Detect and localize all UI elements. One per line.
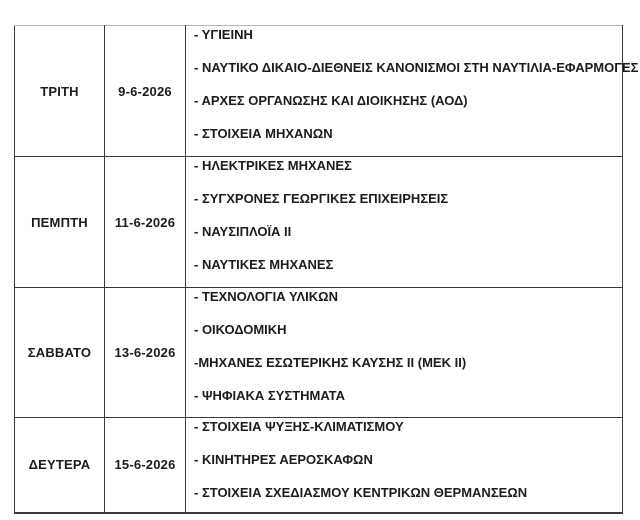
subject-line: - ΗΛΕΚΤΡΙΚΕΣ ΜΗΧΑΝΕΣ [194,158,352,173]
subjects-cell [186,26,639,157]
subject-line: - ΥΓΙΕΙΝΗ [194,27,253,42]
subjects-cell [186,288,623,418]
day-cell: ΤΡΙΤΗ [15,26,105,157]
subject-line: - ΨΗΦΙΑΚΑ ΣΥΣΤΗΜΑΤΑ [194,388,346,403]
subject-line: - ΣΤΟΙΧΕΙΑ ΨΥΞΗΣ-ΚΛΙΜΑΤΙΣΜΟΥ [194,419,404,434]
date-cell: 9-6-2026 [105,26,186,157]
day-cell: ΔΕΥΤΕΡΑ [15,418,105,513]
subject-line: - ΚΙΝΗΤΗΡΕΣ ΑΕΡΟΣΚΑΦΩΝ [194,452,373,467]
subject-line: - ΑΡΧΕΣ ΟΡΓΑΝΩΣΗΣ ΚΑΙ ΔΙΟΙΚΗΣΗΣ (ΑΟΔ) [194,93,468,108]
exam-schedule-table [14,25,639,514]
day-cell: ΠΕΜΠΤΗ [15,157,105,288]
schedule-row [15,157,623,288]
subject-line: - ΝΑΥΤΙΚΟ ΔΙΚΑΙΟ-ΔΙΕΘΝΕΙΣ ΚΑΝΟΝΙΣΜΟΙ ΣΤΗ ΝΑΥΤΙΛΙΑ-ΕΦΑΡΜΟΓΕΣ [194,60,639,75]
subject-line: - ΣΥΓΧΡΟΝΕΣ ΓΕΩΡΓΙΚΕΣ ΕΠΙΧΕΙΡΗΣΕΙΣ [194,191,449,206]
subject-line: -ΜΗΧΑΝΕΣ ΕΣΩΤΕΡΙΚΗΣ ΚΑΥΣΗΣ ΙΙ (ΜΕΚ ΙΙ) [194,355,467,370]
subject-line: - ΟΙΚΟΔΟΜΙΚΗ [194,322,287,337]
date-cell: 13-6-2026 [105,288,186,418]
day-cell: ΣΑΒΒΑΤΟ [15,288,105,418]
subject-line: - ΝΑΥΤΙΚΕΣ ΜΗΧΑΝΕΣ [194,257,334,272]
schedule-row [15,26,623,157]
date-cell: 11-6-2026 [105,157,186,288]
schedule-row [15,418,623,513]
subject-line: - ΝΑΥΣΙΠΛΟΪΑ ΙΙ [194,224,292,239]
subject-line: - ΤΕΧΝΟΛΟΓΙΑ ΥΛΙΚΩΝ [194,289,338,304]
date-cell: 15-6-2026 [105,418,186,513]
schedule-row [15,288,623,418]
subjects-cell [186,418,623,513]
subject-line: - ΣΤΟΙΧΕΙΑ ΣΧΕΔΙΑΣΜΟΥ ΚΕΝΤΡΙΚΩΝ ΘΕΡΜΑΝΣΕΩΝ [194,485,528,500]
subject-line: - ΣΤΟΙΧΕΙΑ ΜΗΧΑΝΩΝ [194,126,333,141]
subjects-cell [186,157,623,288]
